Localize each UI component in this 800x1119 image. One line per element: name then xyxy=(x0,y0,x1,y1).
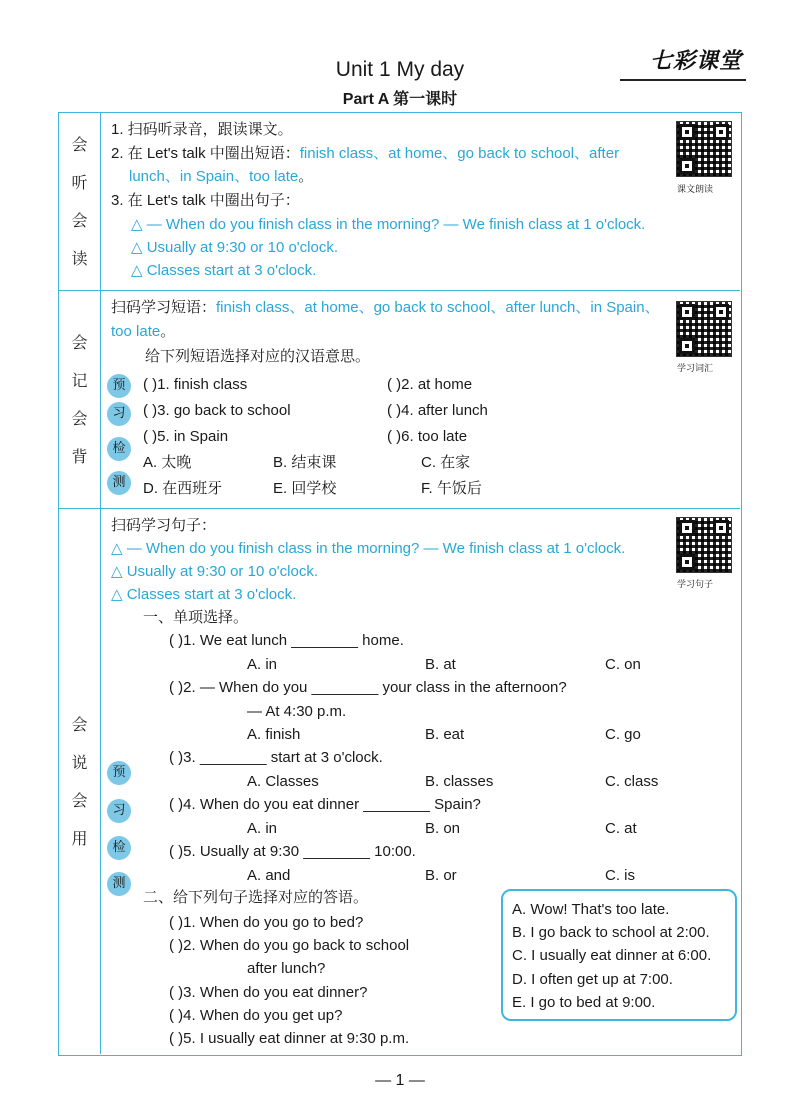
match-item[interactable]: ( )5. in Spain xyxy=(143,428,229,445)
match-item[interactable]: ( )4. after lunch xyxy=(387,402,488,419)
target-sentence-1: △ — When do you finish class in the morning? — We finish class at 1 o'clock. xyxy=(111,540,626,557)
match-question[interactable]: ( )2. When do you go back to school xyxy=(169,937,410,954)
mc-option[interactable]: C. is xyxy=(605,867,635,884)
mc-option[interactable]: B. classes xyxy=(425,773,494,790)
section-speak-use xyxy=(59,508,740,1054)
answer-option: C. I usually eat dinner at 6:00. xyxy=(512,947,712,964)
mc-question-3[interactable]: ( )3. ________ start at 3 o'clock. xyxy=(169,749,383,766)
sentence-intro: 扫码学习句子： xyxy=(111,517,217,534)
mc-option[interactable]: B. or xyxy=(425,867,457,884)
match-option: F. 午饭后 xyxy=(421,480,482,497)
match-question[interactable]: ( )1. When do you go to bed? xyxy=(169,914,364,931)
badge-check: 检 xyxy=(107,437,131,461)
lesson-subtitle: Part A 第一课时 xyxy=(342,91,458,108)
badge-test: 测 xyxy=(107,471,131,495)
qr-code-icon[interactable] xyxy=(676,517,732,573)
section-memorize xyxy=(59,290,740,508)
phrase-list: finish class、at home、go back to school、after lunch、in Spain、 xyxy=(216,299,660,316)
qr-label: 学习词汇 xyxy=(677,364,714,374)
mc-option[interactable]: C. at xyxy=(605,820,637,837)
match-question[interactable]: ( )5. I usually eat dinner at 9:30 p.m. xyxy=(169,1030,410,1047)
mc-question-1[interactable]: ( )1. We eat lunch ________ home. xyxy=(169,632,404,649)
mc-option[interactable]: A. in xyxy=(247,656,278,673)
part2-title: 二、给下列句子选择对应的答语。 xyxy=(143,889,369,906)
page-number: — 1 — xyxy=(375,1072,425,1089)
mc-option[interactable]: A. and xyxy=(247,867,291,884)
match-option: C. 在家 xyxy=(421,454,471,471)
phrase-intro-text: 扫码学习短语： xyxy=(111,299,217,316)
badge-test: 测 xyxy=(107,872,131,896)
mc-option[interactable]: B. on xyxy=(425,820,461,837)
section-listen-read xyxy=(59,113,740,290)
match-item[interactable]: ( )6. too late xyxy=(387,428,468,445)
part1-title: 一、单项选择。 xyxy=(143,609,249,626)
match-question-cont: after lunch? xyxy=(247,960,326,977)
phrase-intro xyxy=(111,297,660,319)
phrase-list: finish class、at home、go back to school、after xyxy=(299,145,620,162)
mc-option[interactable]: A. finish xyxy=(247,726,301,743)
answer-option: A. Wow! That's too late. xyxy=(512,901,670,918)
side-char: 用 xyxy=(71,828,88,848)
target-sentence-2: △ Usually at 9:30 or 10 o'clock. xyxy=(111,563,318,580)
badge-study: 习 xyxy=(107,402,131,426)
target-sentence-1: △ — When do you finish class in the morning? — We finish class at 1 o'clock. xyxy=(131,216,646,233)
side-char: 会 xyxy=(71,134,88,154)
match-question[interactable]: ( )3. When do you eat dinner? xyxy=(169,984,368,1001)
side-char: 说 xyxy=(71,752,88,772)
mc-option[interactable]: C. go xyxy=(605,726,641,743)
phrase-intro-cont xyxy=(111,321,175,343)
phrase-list-cont: too late xyxy=(111,323,161,340)
mc-question-5[interactable]: ( )5. Usually at 9:30 ________ 10:00. xyxy=(169,843,416,860)
badge-preview: 预 xyxy=(107,761,131,785)
match-option: D. 在西班牙 xyxy=(143,480,223,497)
answer-option: E. I go to bed at 9:00. xyxy=(512,994,656,1011)
instruction-2 xyxy=(111,143,619,165)
answer-option: D. I often get up at 7:00. xyxy=(512,971,673,988)
unit-title: Unit 1 My day xyxy=(335,58,465,81)
side-char: 会 xyxy=(71,332,88,352)
side-label-memorize xyxy=(59,291,101,508)
mc-option[interactable]: C. on xyxy=(605,656,641,673)
side-char: 读 xyxy=(71,248,88,268)
instruction-1: 1. 扫码听录音，跟读课文。 xyxy=(111,121,293,138)
badge-study: 习 xyxy=(107,799,131,823)
qr-code-icon[interactable] xyxy=(676,301,732,357)
mc-question-2-reply: — At 4:30 p.m. xyxy=(247,703,347,720)
match-item[interactable]: ( )2. at home xyxy=(387,376,473,393)
instruction-2-text: 2. 在 Let's talk 中圈出短语： xyxy=(111,145,300,162)
side-char: 记 xyxy=(71,370,88,390)
answer-option: B. I go back to school at 2:00. xyxy=(512,924,710,941)
side-char: 会 xyxy=(71,790,88,810)
match-item[interactable]: ( )3. go back to school xyxy=(143,402,291,419)
instruction-3: 3. 在 Let's talk 中圈出句子： xyxy=(111,192,300,209)
mc-question-4[interactable]: ( )4. When do you eat dinner ________ Spain? xyxy=(169,796,481,813)
qr-label: 学习句子 xyxy=(677,580,714,590)
qr-label: 课文朗读 xyxy=(677,185,714,195)
side-char: 会 xyxy=(71,408,88,428)
target-sentence-2: △ Usually at 9:30 or 10 o'clock. xyxy=(131,239,338,256)
badge-preview: 预 xyxy=(107,374,131,398)
instruction-2-cont xyxy=(129,166,313,188)
target-sentence-3: △ Classes start at 3 o'clock. xyxy=(131,262,317,279)
worksheet xyxy=(58,112,742,1056)
match-option: B. 结束课 xyxy=(273,454,337,471)
side-char: 背 xyxy=(71,446,88,466)
punctuation: 。 xyxy=(160,323,176,340)
mc-question-2[interactable]: ( )2. — When do you ________ your class in the afternoon? xyxy=(169,679,567,696)
mc-option[interactable]: B. at xyxy=(425,656,456,673)
side-char: 会 xyxy=(71,210,88,230)
phrase-list-cont: lunch、in Spain、too late xyxy=(129,168,299,185)
matching-instruction: 给下列短语选择对应的汉语意思。 xyxy=(145,348,371,365)
match-item[interactable]: ( )1. finish class xyxy=(143,376,248,393)
badge-check: 检 xyxy=(107,836,131,860)
mc-option[interactable]: C. class xyxy=(605,773,659,790)
side-char: 会 xyxy=(71,714,88,734)
brand-logo: 七彩课堂 xyxy=(650,44,742,75)
side-label-listen-read xyxy=(59,113,101,290)
side-label-speak-use xyxy=(59,509,101,1054)
mc-option[interactable]: A. in xyxy=(247,820,278,837)
mc-option[interactable]: A. Classes xyxy=(247,773,319,790)
side-char: 听 xyxy=(71,172,88,192)
mc-option[interactable]: B. eat xyxy=(425,726,465,743)
match-option: E. 回学校 xyxy=(273,480,337,497)
target-sentence-3: △ Classes start at 3 o'clock. xyxy=(111,586,297,603)
match-option: A. 太晚 xyxy=(143,454,192,471)
match-question[interactable]: ( )4. When do you get up? xyxy=(169,1007,343,1024)
answer-box xyxy=(501,889,737,1021)
punctuation: 。 xyxy=(298,168,314,185)
qr-code-icon[interactable] xyxy=(676,121,732,177)
